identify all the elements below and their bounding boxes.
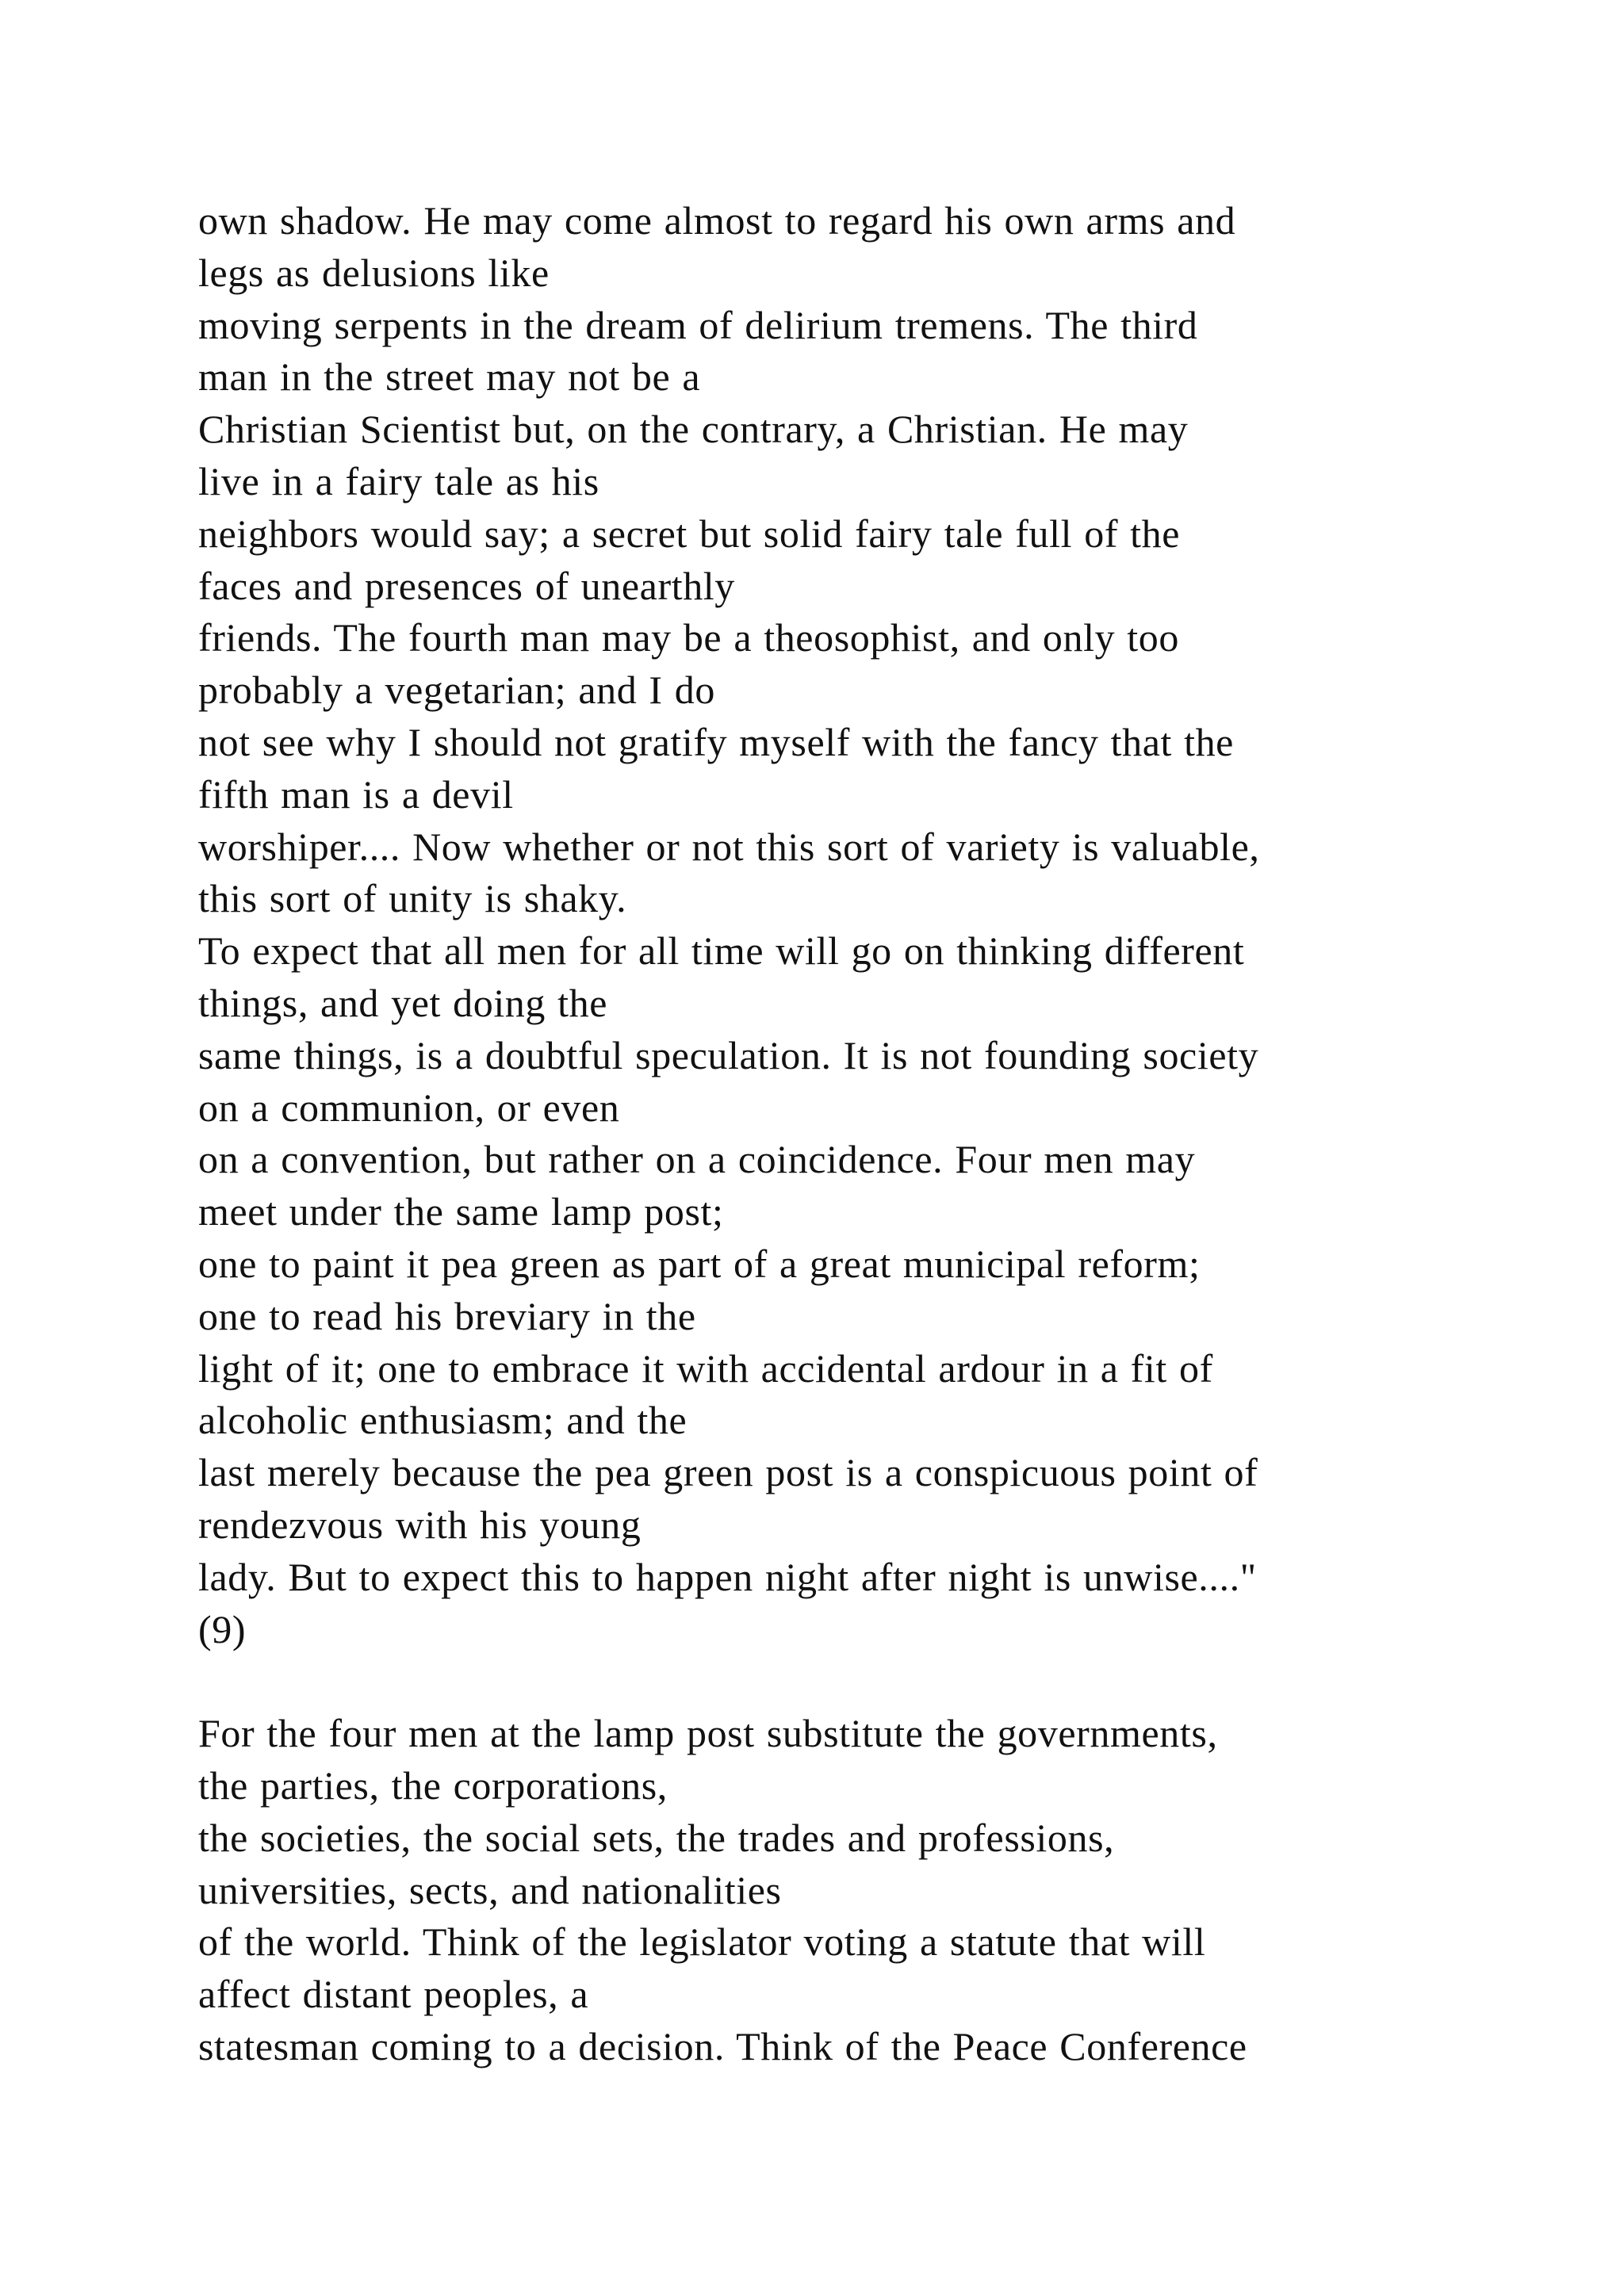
text-line: live in a fairy tale as his [198,458,599,503]
text-line: on a convention, but rather on a coincidence. Four men may [198,1137,1196,1182]
text-line: same things, is a doubtful speculation. It is not founding society [198,1032,1259,1077]
text-line: For the four men at the lamp post substitute the governments, [198,1711,1218,1756]
text-line: fifth man is a devil [198,771,514,817]
text-line: legs as delusions like [198,250,550,295]
text-line: not see why I should not gratify myself with the fancy that the [198,719,1234,764]
text-line: worshiper.... Now whether or not this sort of variety is valuable, [198,824,1260,869]
text-line: on a communion, or even [198,1085,620,1130]
paragraph-spacer [198,1655,1546,1708]
text-line: alcoholic enthusiasm; and the [198,1398,688,1443]
text-line: last merely because the pea green post is a conspicuous point of [198,1450,1258,1495]
text-line: moving serpents in the dream of delirium tremens. The third [198,302,1198,347]
text-line: statesman coming to a decision. Think of the Peace Conference [198,2023,1247,2068]
text-line: of the world. Think of the legislator voting a statute that will [198,1919,1206,1965]
text-line: light of it; one to embrace it with accidental ardour in a fit of [198,1345,1213,1391]
text-line: this sort of unity is shaky. [198,876,627,921]
text-line: own shadow. He may come almost to regard his own arms and [198,198,1236,243]
text-line: one to read his breviary in the [198,1293,696,1338]
text-line: probably a vegetarian; and I do [198,668,715,713]
text-line: friends. The fourth man may be a theosophist, and only too [198,615,1179,660]
paragraph-2 [198,1708,1546,2073]
text-line: man in the street may not be a [198,354,701,400]
text-line: things, and yet doing the [198,980,607,1025]
citation-marker: (9) [198,1606,247,1651]
text-line: the societies, the social sets, the trades and professions, [198,1815,1115,1860]
document-body [198,195,1546,2073]
text-line: the parties, the corporations, [198,1762,668,1808]
text-line: rendezvous with his young [198,1502,642,1547]
text-line: lady. But to expect this to happen night after night is unwise...." [198,1554,1257,1599]
text-line: faces and presences of unearthly [198,563,735,608]
text-line: universities, sects, and nationalities [198,1867,782,1912]
text-line: To expect that all men for all time will go on thinking different [198,928,1245,974]
text-line: one to paint it pea green as part of a great municipal reform; [198,1241,1201,1286]
paragraph-1 [198,195,1546,1655]
text-line: affect distant peoples, a [198,1972,589,2017]
text-line: meet under the same lamp post; [198,1189,724,1234]
text-line: neighbors would say; a secret but solid fairy tale full of the [198,511,1181,556]
text-line: Christian Scientist but, on the contrary, a Christian. He may [198,407,1189,452]
